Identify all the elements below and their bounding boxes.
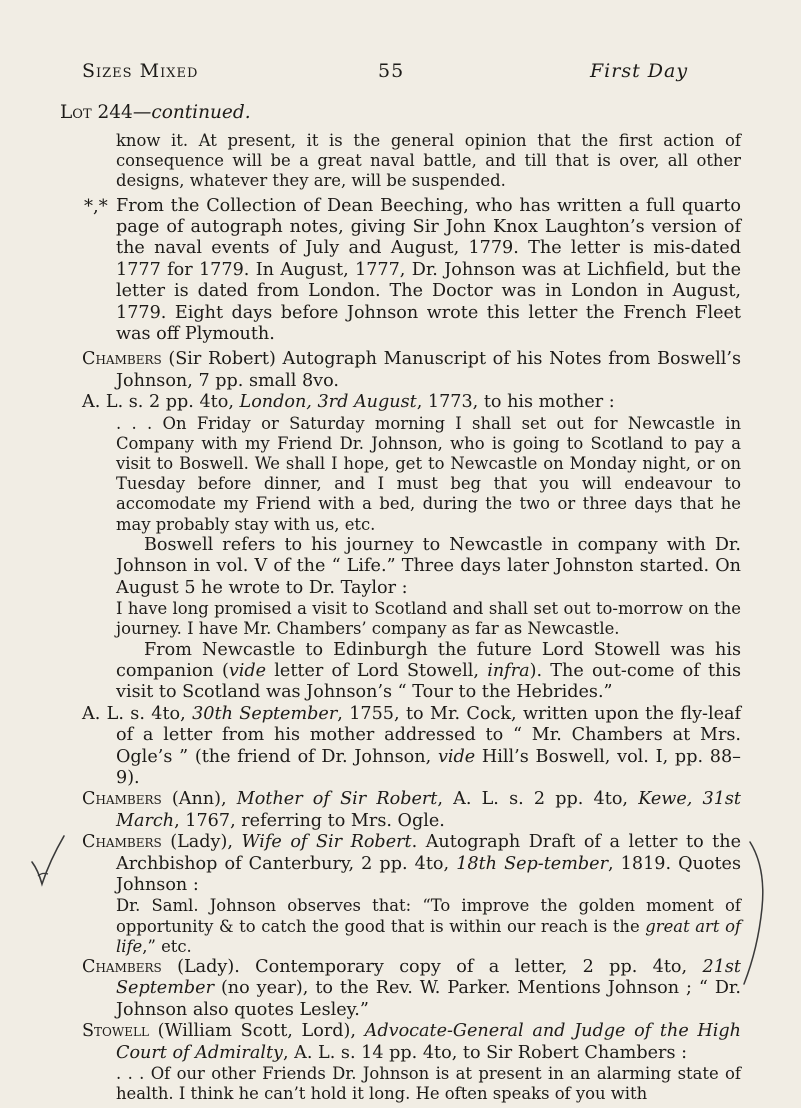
pencil-tick-mark (28, 832, 68, 892)
entry-chambers-robert: Chambers (Sir Robert) Autograph Manuscript of his Notes from Boswell’s Johnson, 7 pp. small 8vo. (82, 349, 741, 391)
entry-als-1773: A. L. s. 2 pp. 4to, London, 3rd August, 1773, to his mother : (82, 392, 615, 413)
quote-taylor: I have long promised a visit to Scotland and shall set out to-morrow on the journey. I have Mr. Chambers’ company as far as Newcastle. (116, 599, 741, 639)
lot-continued: —continued. (132, 102, 251, 123)
page-number: 55 (378, 60, 405, 82)
opening-text: know it. At present, it is the general opinion that the first action of consequence will be a great naval battle, and till that is over, all other designs, whatever they are, will be suspended. (116, 131, 741, 191)
entry-chambers-lady-copy: Chambers (Lady). Contemporary copy of a letter, 2 pp. 4to, 21st September (no year), to the Rev. W. Parker. Mentions Johnson ; “ Dr. Johnson also quotes Lesley.” (82, 957, 741, 1020)
para-newcastle-edinburgh: From Newcastle to Edinburgh the future Lord Stowell was his companion (vide letter of Lord Stowell, infra). The out-come of this visit to Scotland was Johnson’s “ Tour to the Hebrides.” (116, 639, 741, 703)
running-header-left: Sizes Mixed (82, 60, 199, 82)
catalogue-body (0, 120, 801, 1104)
note-marker: *,* (84, 195, 108, 217)
lot-word: Lot (60, 102, 92, 123)
note-text: From the Collection of Dean Beeching, who has written a full quarto page of autograph notes, giving Sir John Knox Laughton’s version of the naval events of July and August, 1779. The letter is mis-dated 1777 for 1779. In August, 1777, Dr. Johnson was at Lichfield, but the letter is dated from London. The Doctor was in London in August, 1779. Eight days before Johnson wrote this letter the French Fleet was off Plymouth. (116, 195, 741, 345)
entry-chambers-ann: Chambers (Ann), Mother of Sir Robert, A. L. s. 2 pp. 4to, Kewe, 31st March, 1767, referring to Mrs. Ogle. (82, 789, 742, 831)
quote-golden-moment: Dr. Saml. Johnson observes that: “To improve the golden moment of opportunity & to catch the good that is within our reach is the great art of life,” etc. (116, 896, 742, 956)
pencil-bracket-mark (740, 838, 774, 988)
entry-als-1755: A. L. s. 4to, 30th September, 1755, to Mr. Cock, written upon the fly-leaf of a letter from his mother addressed to “ Mr. Chambers at Mrs. Ogle’s ” (the friend of Dr. Johnson, vide Hill’s Boswell, vol. I, pp. 88–9). (82, 703, 742, 788)
quote-health: . . . Of our other Friends Dr. Johnson is at present in an alarming state of health. I think he can’t hold it long. He often speaks of you with (116, 1064, 741, 1104)
entry-chambers-lady-draft: Chambers (Lady), Wife of Sir Robert. Autograph Draft of a letter to the Archbishop of Canterbury, 2 pp. 4to, 18th Sep-tember, 1819. Quotes Johnson : (82, 832, 741, 895)
running-header-right: First Day (590, 60, 689, 82)
para-boswell: Boswell refers to his journey to Newcastle in company with Dr. Johnson in vol. V of the “ Life.” Three days later Johnston started. On August 5 he wrote to Dr. Taylor : (116, 534, 741, 598)
quote-newcastle: . . . On Friday or Saturday morning I shall set out for Newcastle in Company with my Friend Dr. Johnson, who is going to Scotland to pay a visit to Boswell. We shall I hope, get to Newcastle on Monday night, or on Tuesday before dinner, and I must beg that you will endeavour to accomodate my Friend with a bed, during the two or three days that he may probably stay with us, etc. (116, 413, 741, 534)
entry-stowell: Stowell (William Scott, Lord), Advocate-General and Judge of the High Court of Admiralty, A. L. s. 14 pp. 4to, to Sir Robert Chambers : (82, 1021, 741, 1063)
note-block (0, 196, 801, 346)
entry-name: Chambers (82, 349, 162, 370)
lot-number: 244 (97, 102, 133, 123)
